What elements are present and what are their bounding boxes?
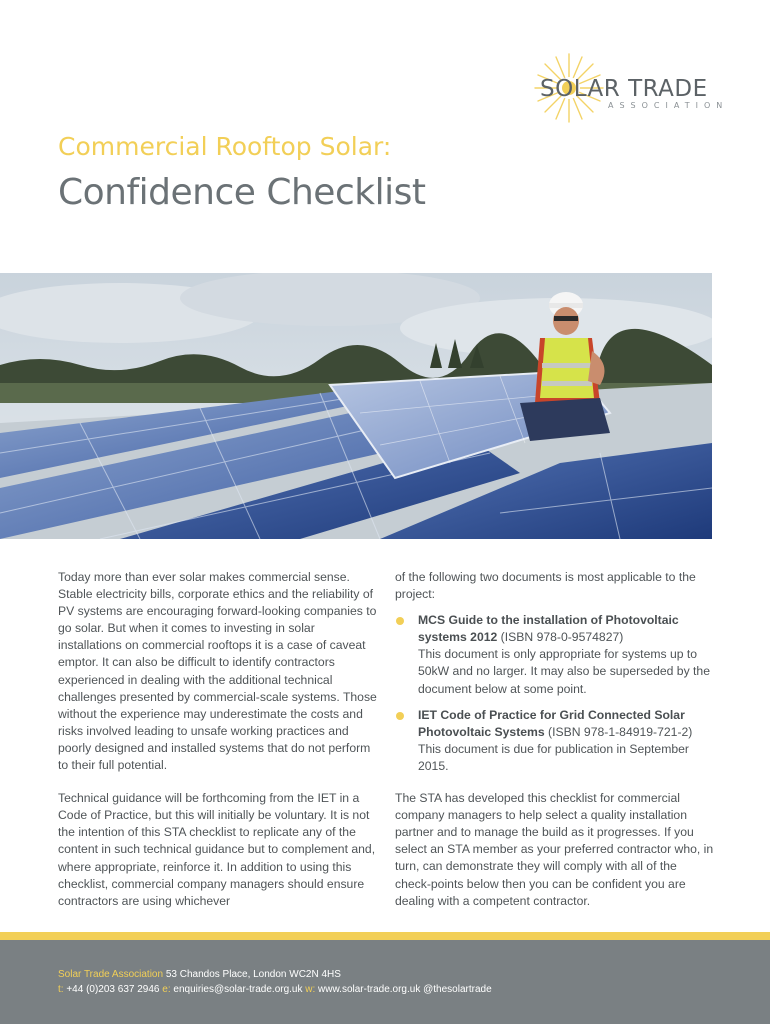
- documents-list: [395, 612, 715, 775]
- footer-twitter[interactable]: @thesolartrade: [420, 984, 492, 995]
- intro-paragraph: Today more than ever solar makes commercial sense. Stable electricity bills, corporate ethics and the reliability of PV systems are encouraging forward-looking companies to go solar. But when it comes to investing in solar installations on commercial rooftops it is a case of caveat emptor. It can also be difficult to identify contractors experienced in dealing with the additional technical challenges presented by commercial-scale systems. Those without the experience may underestimate the costs and risks involved leading to unsafe working practices and poorly designed and installed systems that do not perform to their full potential.: [58, 570, 377, 773]
- footer-email[interactable]: enquiries@solar-trade.org.uk: [170, 984, 306, 995]
- email-label: e:: [162, 984, 171, 995]
- bullet-dot-icon: [396, 712, 404, 720]
- bullet-dot-icon: [396, 617, 404, 625]
- footer-contact: [58, 967, 492, 997]
- list-item: [395, 707, 715, 775]
- page-subtitle: Commercial Rooftop Solar:: [58, 132, 392, 161]
- web-label: w:: [305, 984, 316, 995]
- left-column: [58, 569, 378, 910]
- checklist-paragraph: The STA has developed this checklist for commercial company managers to help select a quality installation partner and to manage the build as it progresses. If you select an STA member as your preferred contractor who, in turn, can demonstrate they will comply with all of the check-points below then you can be confident you are dealing with a competent contractor.: [395, 791, 714, 908]
- sta-logo: [512, 48, 729, 128]
- page-title: Confidence Checklist: [58, 172, 426, 213]
- document-isbn: (ISBN 978-1-84919-721-2): [544, 724, 693, 739]
- solar-installer-photo: [0, 273, 712, 539]
- right-column: [395, 569, 715, 910]
- footer-divider: [0, 932, 770, 940]
- document-title: IET Code of Practice for Grid Connected Solar Photovoltaic Systems: [418, 707, 685, 739]
- footer-website[interactable]: www.solar-trade.org.uk: [315, 984, 421, 995]
- documents-intro: of the following two documents is most applicable to the project:: [395, 570, 696, 602]
- logo-subtitle: ASSOCIATION: [608, 101, 729, 110]
- logo-wordmark: SOLAR TRADE: [540, 76, 708, 102]
- footer-org-name: Solar Trade Association: [58, 969, 164, 980]
- document-title: MCS Guide to the installation of Photovoltaic systems 2012: [418, 613, 679, 645]
- footer-phone: +44 (0)203 637 2946: [63, 984, 163, 995]
- list-item: [395, 612, 715, 697]
- document-description: This document is due for publication in September 2015.: [418, 741, 689, 773]
- document-isbn: (ISBN 978-0-9574827): [497, 630, 624, 645]
- guidance-paragraph: Technical guidance will be forthcoming from the IET in a Code of Practice, but this will initially be voluntary. It is not the intention of this STA checklist to replicate any of the content in such technical guidance but to complement and, where appropriate, reinforce it. In addition to using this checklist, commercial company managers should ensure contractors are using whichever: [58, 791, 376, 908]
- phone-label: t:: [58, 984, 64, 995]
- document-description: This document is only appropriate for systems up to 50kW and no larger. It may also be superseded by the document below at some point.: [418, 647, 710, 696]
- footer-address: 53 Chandos Place, London WC2N 4HS: [163, 969, 341, 980]
